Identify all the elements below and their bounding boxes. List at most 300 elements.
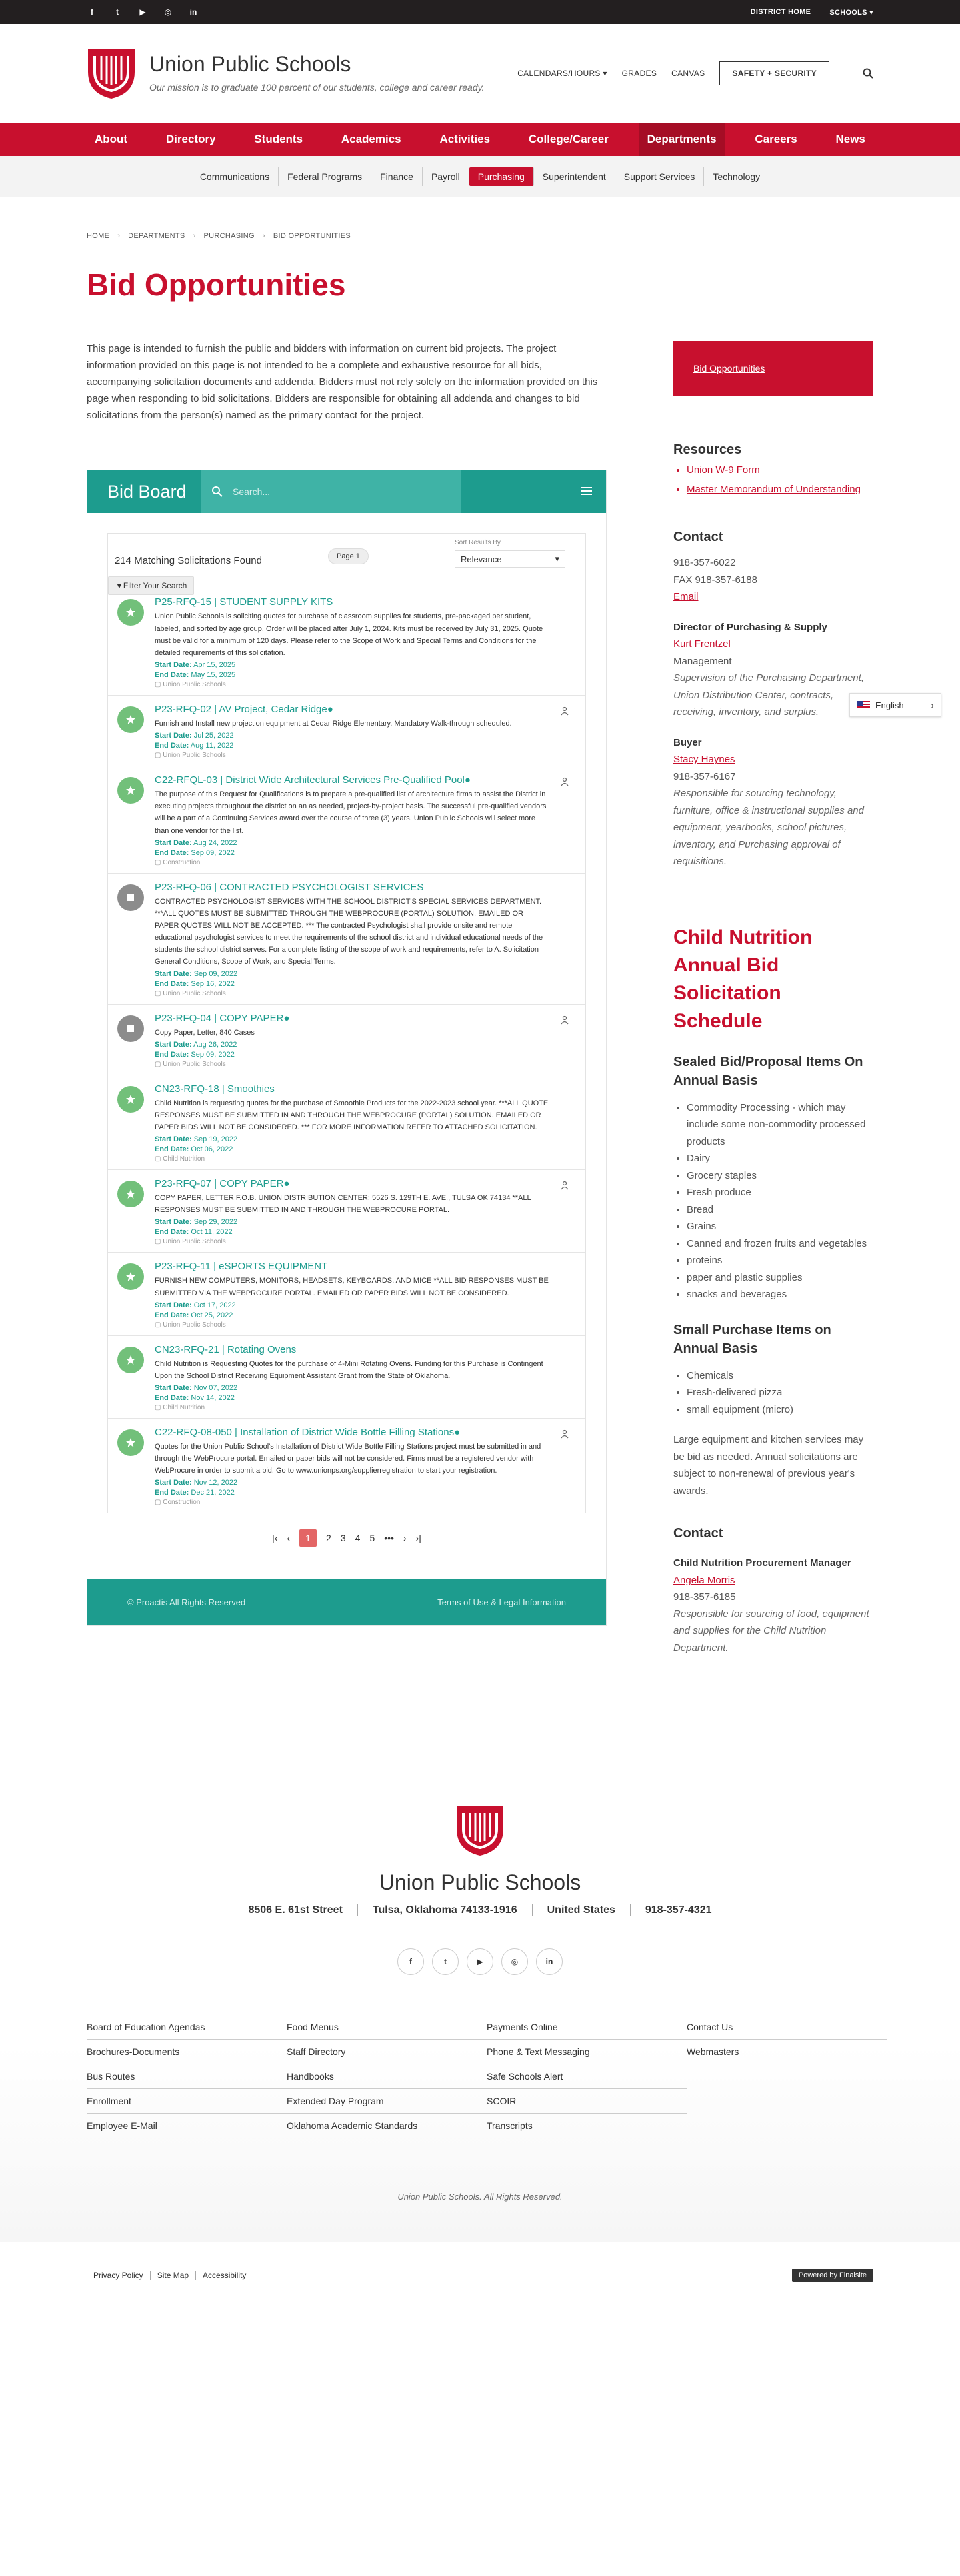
site-tagline: Our mission is to graduate 100 percent of our students, college and career ready. — [149, 82, 485, 93]
bid-title-link[interactable]: P23-RFQ-06 | CONTRACTED PSYCHOLOGIST SERVICES — [155, 881, 424, 893]
bid-title-link[interactable]: P23-RFQ-04 | COPY PAPER● — [155, 1012, 290, 1024]
bid-item — [108, 1335, 585, 1418]
end-date-label: End Date: — [155, 671, 189, 680]
bid-end-date — [155, 1228, 549, 1236]
linkedin-icon[interactable]: in — [189, 7, 197, 17]
start-date-label: Start Date: — [155, 969, 192, 978]
page-title: Bid Opportunities — [87, 267, 346, 302]
end-date-value: Aug 11, 2022 — [190, 742, 234, 750]
sealed-bid-item: • Bread — [687, 1201, 873, 1219]
main-column — [87, 341, 607, 1656]
search-icon — [211, 486, 223, 498]
department-icon: ▢ — [155, 858, 163, 866]
footer-city: Tulsa, Oklahoma 74133-1916 — [358, 1904, 533, 1916]
director-title: Director of Purchasing & Supply — [673, 621, 827, 633]
department-label: Union Public Schools — [163, 681, 226, 689]
legal-bar — [0, 2242, 960, 2308]
sort-value: Relevance — [461, 554, 502, 564]
nav-activities[interactable]: Activities — [439, 133, 491, 145]
bid-item — [108, 695, 585, 766]
bid-department — [155, 1404, 549, 1411]
bid-start-date — [155, 1479, 549, 1487]
department-icon: ▢ — [155, 752, 163, 760]
end-date-value: Oct 25, 2022 — [191, 1311, 233, 1319]
bid-details — [155, 1083, 576, 1163]
footer-link-column — [487, 2015, 687, 2138]
start-date-value: Sep 19, 2022 — [193, 1135, 238, 1144]
intro-text: This page is intended to furnish the public and bidders with information on current bid projects. The project information provided on this page is not intended to be a complete and exhaustive resource for all bids, accompanying solicitation documents and addenda. Bidders must not rely solely on the information provided on this page when responding to bid solicitations. Bidders are responsible for obtaining all addenda and changes to bid solicitations from the person(s) named as the primary contact for the project. — [87, 343, 598, 421]
end-date-label: End Date: — [155, 1228, 189, 1237]
open-status-icon — [117, 777, 144, 804]
breadcrumb — [87, 232, 873, 240]
page-1-button[interactable]: 1 — [299, 1529, 317, 1547]
department-icon: ▢ — [155, 681, 163, 689]
cn-manager-title: Child Nutrition Procurement Manager — [673, 1557, 851, 1569]
canvas-link[interactable]: CANVAS — [671, 69, 705, 78]
resources-list — [673, 463, 873, 496]
subnav-superintendent[interactable]: Superintendent — [534, 167, 615, 186]
page-4-button[interactable]: 4 — [355, 1533, 361, 1544]
memorandum-link[interactable]: • Master Memorandum of Understanding — [687, 482, 873, 496]
cn-manager-description: Responsible for sourcing of food, equipment and supplies for the Child Nutrition Department. — [673, 1608, 869, 1654]
footer-link[interactable]: Webmasters — [687, 2040, 887, 2064]
footer-link[interactable]: Handbooks — [287, 2064, 487, 2089]
footer-site-name: Union Public Schools — [379, 1870, 581, 1894]
end-date-label: End Date: — [155, 848, 189, 857]
end-date-label: End Date: — [155, 979, 189, 988]
page-indicator: Page 1 — [328, 548, 369, 564]
bid-item — [108, 873, 585, 1004]
sealed-bid-item: • Grains — [687, 1218, 873, 1235]
end-date-value: Nov 14, 2022 — [191, 1393, 235, 1402]
safety-security-button[interactable]: SAFETY + SECURITY — [719, 61, 829, 85]
bid-search-input[interactable] — [233, 486, 446, 497]
bid-department — [155, 752, 549, 759]
grades-link[interactable]: GRADES — [621, 69, 657, 78]
accessibility-link[interactable]: Accessibility — [203, 2271, 247, 2280]
last-page-button[interactable]: ›| — [415, 1533, 421, 1544]
site-map-link[interactable]: Site Map — [151, 2271, 196, 2280]
footer-link[interactable]: Transcripts — [487, 2114, 687, 2138]
district-logo-icon[interactable] — [455, 1804, 505, 1857]
powered-by-badge[interactable]: Powered by Finalsite — [792, 2269, 873, 2282]
contact-email-link[interactable]: Email — [673, 591, 699, 602]
language-label: English — [875, 700, 904, 710]
bid-details — [155, 1261, 576, 1328]
closed-status-icon — [117, 1015, 144, 1042]
site-header — [0, 24, 960, 123]
sub-nav — [0, 156, 960, 197]
department-label: Construction — [163, 858, 201, 866]
start-date-label: Start Date: — [155, 732, 192, 740]
start-date-value: Sep 09, 2022 — [193, 969, 238, 978]
bid-item — [108, 1169, 585, 1252]
sealed-bid-item: • Commodity Processing - which may include some non-commodity processed products — [687, 1099, 873, 1151]
page-3-button[interactable]: 3 — [340, 1533, 346, 1544]
bid-start-date — [155, 1041, 549, 1049]
person-icon[interactable] — [560, 1429, 569, 1439]
instagram-icon[interactable]: ◎ — [501, 1948, 528, 1975]
subnav-payroll[interactable]: Payroll — [423, 167, 469, 186]
department-icon: ▢ — [155, 1499, 163, 1507]
proactis-copyright: © Proactis All Rights Reserved — [127, 1597, 246, 1607]
start-date-value: Apr 15, 2025 — [193, 661, 236, 670]
bid-item — [108, 1252, 585, 1335]
bid-details — [155, 1013, 576, 1068]
page-5-button[interactable]: 5 — [369, 1533, 375, 1544]
bid-description: COPY PAPER, LETTER F.O.B. UNION DISTRIBUTION CENTER: 5526 S. 129TH E. AVE., TULSA OK 74134 **ALL RESPONSES MUST BE SUBMITTED IN AND THROUGH THE WEBPROCURE PORTAL. — [155, 1194, 531, 1215]
start-date-label: Start Date: — [155, 1301, 192, 1309]
sealed-bid-item: • Grocery staples — [687, 1167, 873, 1185]
bid-department — [155, 1238, 549, 1245]
footer-logo-block — [87, 1804, 873, 1916]
facebook-icon[interactable]: f — [91, 7, 93, 17]
bid-title-link[interactable]: CN23-RFQ-18 | Smoothies — [155, 1083, 275, 1095]
filter-icon: ▼ — [115, 581, 123, 591]
start-date-label: Start Date: — [155, 1218, 192, 1227]
footer-phone-link[interactable]: 918-357-4321 — [645, 1904, 712, 1916]
start-date-value: Aug 26, 2022 — [193, 1040, 237, 1049]
bid-department — [155, 1499, 549, 1506]
department-icon: ▢ — [155, 1060, 163, 1068]
bid-board-header — [87, 470, 606, 513]
department-label: Child Nutrition — [163, 1403, 205, 1411]
buyer-phone: 918-357-6167 — [673, 770, 736, 782]
footer-social — [87, 1948, 873, 1975]
subnav-support-services[interactable]: Support Services — [615, 167, 705, 186]
breadcrumb-departments[interactable]: DEPARTMENTS — [128, 232, 185, 240]
page-2-button[interactable]: 2 — [326, 1533, 331, 1544]
content-grid — [87, 341, 873, 1656]
subnav-federal-programs[interactable]: Federal Programs — [279, 167, 371, 186]
person-icon[interactable] — [560, 1015, 569, 1025]
chevron-right-icon: › — [931, 700, 934, 710]
nav-college-career[interactable]: College/Career — [528, 133, 609, 145]
breadcrumb-home[interactable]: HOME — [87, 232, 110, 240]
footer-link[interactable]: Phone & Text Messaging — [487, 2040, 687, 2064]
bid-start-date — [155, 1384, 549, 1392]
open-status-icon — [117, 1086, 144, 1113]
legal-links — [87, 2271, 253, 2280]
breadcrumb-separator-icon: › — [262, 232, 265, 240]
w9-form-link[interactable]: • Union W-9 Form — [687, 463, 873, 477]
bid-start-date — [155, 1301, 549, 1309]
sort-label: Sort Results By — [455, 539, 501, 547]
sealed-bid-item: • Canned and frozen fruits and vegetables — [687, 1235, 873, 1253]
footer-link[interactable]: Extended Day Program — [287, 2089, 487, 2114]
department-label: Union Public Schools — [163, 1321, 226, 1329]
bid-item — [108, 1004, 585, 1075]
bid-board-body — [87, 513, 606, 1567]
open-status-icon — [117, 1181, 144, 1207]
first-page-button[interactable]: |‹ — [272, 1533, 278, 1544]
footer-link[interactable]: Contact Us — [687, 2015, 887, 2040]
bid-end-date — [155, 849, 549, 857]
bid-description: The purpose of this Request for Qualifications is to prepare a pre-qualified list of architecture firms to assist the District in executing projects throughout the district on an as needed, project-by-project basis. The successful pre-qualified vendors will be a part of a Continuing Services award over the course of three (3) years. Union Public Schools will select more than one vendor for the list. — [155, 790, 547, 835]
resources-heading: Resources — [673, 442, 742, 457]
bid-title-link[interactable]: P23-RFQ-02 | AV Project, Cedar Ridge● — [155, 704, 333, 716]
footer-link-column — [687, 2015, 887, 2138]
bid-start-date — [155, 839, 549, 847]
bid-end-date — [155, 1145, 549, 1153]
end-date-label: End Date: — [155, 1050, 189, 1059]
sealed-bid-list — [673, 1099, 873, 1303]
main-nav — [0, 123, 960, 156]
start-date-label: Start Date: — [155, 661, 192, 670]
department-icon: ▢ — [155, 1155, 163, 1163]
bid-controls — [108, 534, 585, 591]
bid-department — [155, 990, 549, 997]
bid-item — [108, 766, 585, 873]
end-date-value: Sep 09, 2022 — [191, 848, 235, 857]
sidebar — [673, 341, 873, 1656]
start-date-value: Oct 17, 2022 — [193, 1301, 236, 1309]
end-date-value: Oct 06, 2022 — [191, 1145, 233, 1154]
sealed-bid-item: • paper and plastic supplies — [687, 1269, 873, 1287]
site-footer — [0, 1750, 960, 2242]
us-flag-icon — [857, 701, 870, 709]
small-purchase-heading: Small Purchase Items on Annual Basis — [673, 1322, 831, 1356]
youtube-icon[interactable]: ▶ — [139, 7, 146, 17]
bid-title-link[interactable]: P23-RFQ-07 | COPY PAPER● — [155, 1178, 290, 1190]
bid-board-title: Bid Board — [107, 481, 187, 502]
site-name[interactable]: Union Public Schools — [149, 52, 351, 76]
nav-news[interactable]: News — [835, 133, 865, 145]
end-date-label: End Date: — [155, 1145, 189, 1154]
pagination — [107, 1513, 586, 1553]
end-date-value: Oct 11, 2022 — [191, 1228, 233, 1237]
small-purchase-item: • small equipment (micro) — [687, 1401, 873, 1419]
breadcrumb-current: BID OPPORTUNITIES — [273, 232, 351, 240]
social-links — [87, 7, 199, 17]
cn-manager-name-link[interactable]: Angela Morris — [673, 1574, 735, 1586]
bid-list — [108, 588, 585, 1513]
buyer-title: Buyer — [673, 736, 702, 748]
end-date-value: Dec 21, 2022 — [191, 1489, 235, 1497]
nav-students[interactable]: Students — [254, 133, 303, 145]
bid-board — [87, 470, 607, 1626]
more-pages-indicator: ••• — [384, 1533, 394, 1544]
footer-link[interactable]: Food Menus — [287, 2015, 487, 2040]
end-date-label: End Date: — [155, 1393, 189, 1402]
person-icon[interactable] — [560, 706, 569, 716]
contact-heading: Contact — [673, 530, 723, 544]
cn-manager-phone: 918-357-6185 — [673, 1591, 736, 1603]
bid-end-date — [155, 1311, 549, 1319]
schools-dropdown[interactable]: SCHOOLS ▾ — [829, 8, 873, 17]
end-date-label: End Date: — [155, 742, 189, 750]
footer-link[interactable]: SCOIR — [487, 2089, 687, 2114]
footer-link[interactable]: Employee E-Mail — [87, 2114, 287, 2138]
cn-contact-section — [673, 1526, 873, 1656]
closed-status-icon — [117, 884, 144, 911]
department-label: Union Public Schools — [163, 1238, 226, 1246]
subnav-technology[interactable]: Technology — [713, 171, 761, 182]
open-status-icon — [117, 1347, 144, 1373]
bid-title-link[interactable]: C22-RFQ-08-050 | Installation of District Wide Bottle Filling Stations● — [155, 1426, 461, 1438]
start-date-label: Start Date: — [155, 1383, 192, 1392]
bid-end-date — [155, 742, 549, 750]
large-equipment-note: Large equipment and kitchen services may be bid as needed. Annual solicitations are subject to non-renewal of previous year's awards. — [673, 1434, 864, 1497]
buyer-name-link[interactable]: Stacy Haynes — [673, 754, 735, 765]
district-logo-icon[interactable] — [87, 47, 136, 100]
prev-page-button[interactable]: ‹ — [287, 1533, 291, 1544]
bid-department — [155, 1061, 549, 1068]
twitter-icon[interactable]: t — [432, 1948, 459, 1975]
small-purchase-item: • Fresh-delivered pizza — [687, 1384, 873, 1401]
bid-end-date — [155, 1489, 549, 1497]
small-purchase-list — [673, 1367, 873, 1419]
youtube-icon[interactable]: ▶ — [467, 1948, 493, 1975]
bid-search-bar — [201, 470, 461, 513]
sealed-bid-item: • Dairy — [687, 1150, 873, 1167]
department-label: Union Public Schools — [163, 1060, 226, 1068]
bid-details — [155, 596, 576, 688]
bid-title-link[interactable]: P23-RFQ-11 | eSPORTS EQUIPMENT — [155, 1261, 328, 1273]
privacy-policy-link[interactable]: Privacy Policy — [87, 2271, 151, 2280]
bid-department — [155, 1155, 549, 1163]
breadcrumb-separator-icon: › — [193, 232, 196, 240]
end-date-value: Sep 16, 2022 — [191, 979, 235, 988]
footer-link[interactable]: Board of Education Agendas — [87, 2015, 287, 2040]
bid-opportunities-link[interactable]: Bid Opportunities — [693, 363, 765, 374]
page-content — [87, 232, 873, 1656]
contact-section — [673, 530, 873, 870]
terms-of-use-link[interactable]: Terms of Use & Legal Information — [437, 1597, 566, 1607]
department-icon: ▢ — [155, 1321, 163, 1329]
bid-description: Furnish and Install new projection equipment at Cedar Ridge Elementary. Mandatory Walk-through scheduled. — [155, 720, 512, 728]
breadcrumb-purchasing[interactable]: PURCHASING — [203, 232, 255, 240]
bid-details — [155, 1344, 576, 1411]
start-date-value: Nov 12, 2022 — [193, 1479, 238, 1487]
hamburger-menu-icon[interactable] — [581, 485, 593, 497]
nav-departments[interactable]: Departments — [639, 123, 725, 156]
nav-careers[interactable]: Careers — [755, 133, 797, 145]
bid-item — [108, 1075, 585, 1169]
footer-link[interactable]: Payments Online — [487, 2015, 687, 2040]
director-name-link[interactable]: Kurt Frentzel — [673, 638, 731, 650]
start-date-label: Start Date: — [155, 1135, 192, 1144]
sidebar-feature-box — [673, 341, 873, 396]
instagram-icon[interactable]: ◎ — [164, 7, 172, 17]
bid-details — [155, 1427, 576, 1506]
bid-details — [155, 774, 576, 866]
footer-link[interactable]: Enrollment — [87, 2089, 287, 2114]
sort-select[interactable] — [455, 550, 565, 568]
bid-description: Child Nutrition is requesting quotes for the purchase of Smoothie Products for the 2022-2023 school year. ***ALL QUOTE RESPONSES MUST BE SUBMITTED IN AND THROUGH THE WEBPROCURE (PORTAL) SOLUTION. EMAILED OR PAPER BIDS WILL NOT BE CONSIDERED. *** FOR MORE INFORMATION REFER TO ATTACHED SOLICITATION. — [155, 1099, 549, 1131]
bid-results-panel — [107, 533, 586, 1513]
footer-link[interactable]: Safe Schools Alert — [487, 2064, 687, 2089]
bid-start-date — [155, 661, 549, 669]
search-icon[interactable] — [863, 68, 873, 79]
open-status-icon — [117, 1429, 144, 1456]
department-icon: ▢ — [155, 989, 163, 997]
bid-board-footer — [87, 1579, 606, 1625]
bid-description: FURNISH NEW COMPUTERS, MONITORS, HEADSETS, KEYBOARDS, AND MICE **ALL BID RESPONSES MUST BE SUBMITTED VIA THE WEBPROCURE PORTAL. EMAILED OR PAPER BIDS WILL NOT BE CONSIDERED. — [155, 1277, 549, 1297]
footer-link[interactable]: Bus Routes — [87, 2064, 287, 2089]
contact-fax: FAX 918-357-6188 — [673, 574, 757, 586]
buyer-description: Responsible for sourcing technology, furniture, office & instructional supplies and equipment, yearbooks, school pictures, inventory, and Purchasing approval of requisitions. — [673, 788, 864, 867]
open-status-icon — [117, 1263, 144, 1290]
nav-directory[interactable]: Directory — [165, 133, 216, 145]
bid-department — [155, 681, 549, 688]
sort-control — [455, 539, 565, 568]
linkedin-icon[interactable]: in — [536, 1948, 563, 1975]
footer-link[interactable]: Staff Directory — [287, 2040, 487, 2064]
contact-phone: 918-357-6022 — [673, 557, 736, 568]
footer-link[interactable]: Oklahoma Academic Standards — [287, 2114, 487, 2138]
sealed-bid-item: • snacks and beverages — [687, 1286, 873, 1303]
calendars-hours-link[interactable]: CALENDARS/HOURS ▾ — [517, 69, 607, 78]
start-date-label: Start Date: — [155, 838, 192, 847]
footer-country: United States — [533, 1904, 631, 1916]
end-date-value: May 15, 2025 — [191, 671, 236, 680]
utility-bar — [0, 0, 960, 24]
next-page-button[interactable]: › — [403, 1533, 407, 1544]
twitter-icon[interactable]: t — [116, 7, 119, 17]
nav-academics[interactable]: Academics — [341, 133, 401, 145]
facebook-icon[interactable]: f — [397, 1948, 424, 1975]
sealed-bid-item: • proteins — [687, 1252, 873, 1269]
bid-department — [155, 1321, 549, 1329]
subnav-finance[interactable]: Finance — [371, 167, 423, 186]
bid-end-date — [155, 671, 549, 679]
open-status-icon — [117, 599, 144, 626]
cn-contact-heading: Contact — [673, 1526, 723, 1541]
subnav-communications[interactable]: Communications — [191, 167, 279, 186]
footer-address — [233, 1904, 726, 1916]
person-icon[interactable] — [560, 1181, 569, 1190]
footer-link-column — [287, 2015, 487, 2138]
director-role: Management — [673, 655, 732, 667]
footer-link-column — [87, 2015, 287, 2138]
person-icon[interactable] — [560, 777, 569, 786]
bid-department — [155, 859, 549, 866]
start-date-value: Sep 29, 2022 — [193, 1218, 238, 1227]
bid-description: Copy Paper, Letter, 840 Cases — [155, 1028, 255, 1037]
footer-link-columns — [87, 2015, 873, 2138]
bid-start-date — [155, 732, 549, 740]
sealed-bid-item: • Fresh produce — [687, 1184, 873, 1201]
resources-section — [673, 442, 873, 496]
language-selector[interactable] — [849, 693, 941, 717]
subnav-purchasing[interactable]: Purchasing — [469, 167, 534, 186]
department-label: Construction — [163, 1499, 201, 1507]
footer-copyright: Union Public Schools. All Rights Reserved. — [397, 2192, 563, 2202]
bid-title-link[interactable]: C22-RFQL-03 | District Wide Architectural Services Pre-Qualified Pool● — [155, 774, 471, 786]
bid-details — [155, 704, 576, 759]
nav-about[interactable]: About — [95, 133, 128, 145]
brand-block — [149, 52, 496, 95]
bid-item — [108, 1418, 585, 1513]
footer-link[interactable]: Brochures-Documents — [87, 2040, 287, 2064]
caret-down-icon: ▾ — [555, 554, 559, 564]
bid-item — [108, 588, 585, 695]
footer-street: 8506 E. 61st Street — [233, 1904, 357, 1916]
bid-title-link[interactable]: CN23-RFQ-21 | Rotating Ovens — [155, 1343, 297, 1355]
breadcrumb-separator-icon: › — [117, 232, 121, 240]
bid-end-date — [155, 1051, 549, 1059]
bid-description: Child Nutrition is Requesting Quotes for the purchase of 4-Mini Rotating Ovens. Funding for this Purchase is Contingent Upon the School District Receiving Equipment Assistant Grant from the State of Oklahoma. — [155, 1359, 543, 1380]
bid-details — [155, 882, 576, 997]
header-links — [517, 61, 873, 85]
bid-title-link[interactable]: P25-RFQ-15 | STUDENT SUPPLY KITS — [155, 596, 333, 608]
bid-start-date — [155, 1135, 549, 1143]
bid-end-date — [155, 1394, 549, 1402]
district-home-link[interactable]: DISTRICT HOME — [750, 7, 811, 16]
bid-details — [155, 1178, 576, 1245]
department-label: Union Public Schools — [163, 752, 226, 760]
